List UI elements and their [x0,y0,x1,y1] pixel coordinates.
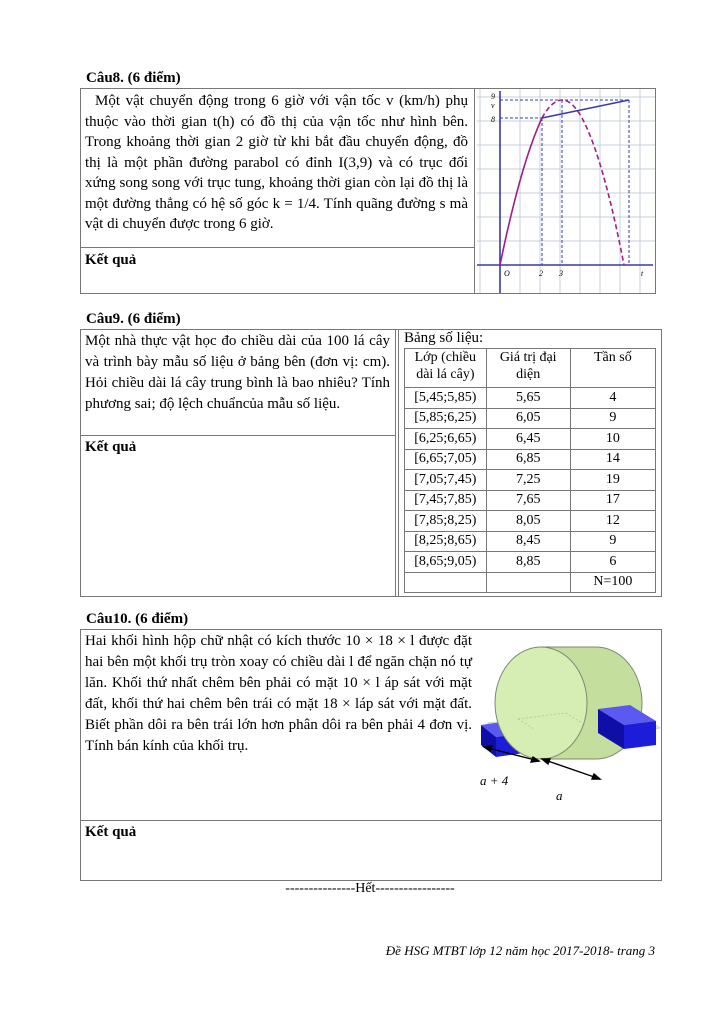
end-line: ---------------Hết----------------- [285,881,455,896]
q10-problem-text: Hai khối hình hộp chữ nhật có kích thước 10 × 18 × l được đặt hai bên một khối trụ tròn xoay có chiều dài l để ngăn chặn nó tự lăn. Khối thứ nhất chêm bên phải có mặt 10 × l áp sát với mặt đất, khối thứ hai chêm bên trái có mặt 18 × láp sát với mặt đất. Biết phần dôi ra bên trái lớn hơn phân dôi ra bên phải 4 đơn vị. Tính bán kính của khối trụ. [85,633,472,754]
graph-grid [477,89,655,293]
frequency-table [404,348,656,593]
q10-title: Câu10. (6 điểm) [86,611,189,627]
q8-problem-text: Một vật chuyển động trong 6 giờ với vận tốc v (km/h) phụ thuộc vào thời gian t(h) có đồ thị của vận tốc như hình bên. Trong khoảng thời gian 2 giờ từ khi bắt đầu chuyển động, đồ thị là một phần đường parabol có đỉnh I(3,9) và có trục đối xứng song song với trục tung, khoảng thời gian còn lại đồ thị là một đường thẳng có hệ số góc k = 1/4. Tính quãng đường s mà vật di chuyển được trong 6 giờ. [85,93,468,232]
q9-result-divider [80,435,396,436]
label-a: a [556,788,563,803]
velocity-graph [477,89,655,293]
total-cell: N=100 [570,572,655,593]
tick-x-t: t [641,269,644,278]
table-row: [8,25;8,65) 8,45 9 [405,531,656,552]
q9-divider-b [398,329,399,597]
q9-problem-text: Một nhà thực vật học đo chiều dài của 100 lá cây và trình bày mẫu số liệu ở bảng bên (đơn vị: cm). Hỏi chiều dài lá cây trung bình là bao nhiêu? Tính phương sai; độ lệch chuẩncủa mẫu số liệu. [85,333,390,412]
table-row: [6,65;7,05) 6,85 14 [405,449,656,470]
q9-result-label: Kết quả [85,439,137,455]
q10-result-label: Kết quả [85,824,137,840]
origin-label: O [504,269,510,278]
table-caption: Bảng số liệu: [404,330,484,346]
q8-divider [474,88,475,294]
q8-result-divider [80,247,475,248]
q9-title: Câu9. (6 điểm) [86,311,181,327]
parabola-arc [500,118,542,265]
table-row: [8,65;9,05) 8,85 6 [405,552,656,573]
tick-x-2: 2 [539,269,543,278]
header-class: Lớp (chiều dài lá cây) [405,349,487,388]
q8-title: Câu8. (6 điểm) [86,70,181,86]
tick-y-v: v [491,101,495,110]
page-footer: Đề HSG MTBT lớp 12 năm học 2017-2018- trang 3 [385,943,655,958]
table-row: [7,05;7,45) 7,25 19 [405,470,656,491]
tick-x-3: 3 [559,269,563,278]
q9-divider-a [395,329,396,597]
tick-y-8: 8 [491,115,495,124]
table-row: [7,85;8,25) 8,05 12 [405,511,656,532]
table-total-row [405,572,656,593]
table-row: [5,85;6,25) 6,05 9 [405,408,656,429]
cylinder-figure [478,633,660,815]
parabola-dashed [542,100,624,265]
header-frequency: Tần số [570,349,655,388]
header-midpoint: Giá trị đại diện [486,349,570,388]
q8-result-label: Kết quả [85,252,137,268]
table-row: [5,45;5,85) 5,65 4 [405,388,656,409]
table-header-row [405,349,656,388]
tick-y-9: 9 [491,92,495,101]
q10-result-divider [80,820,662,821]
table-row: [6,25;6,65) 6,45 10 [405,429,656,450]
label-a-plus-4: a + 4 [480,773,509,788]
table-row: [7,45;7,85) 7,65 17 [405,490,656,511]
